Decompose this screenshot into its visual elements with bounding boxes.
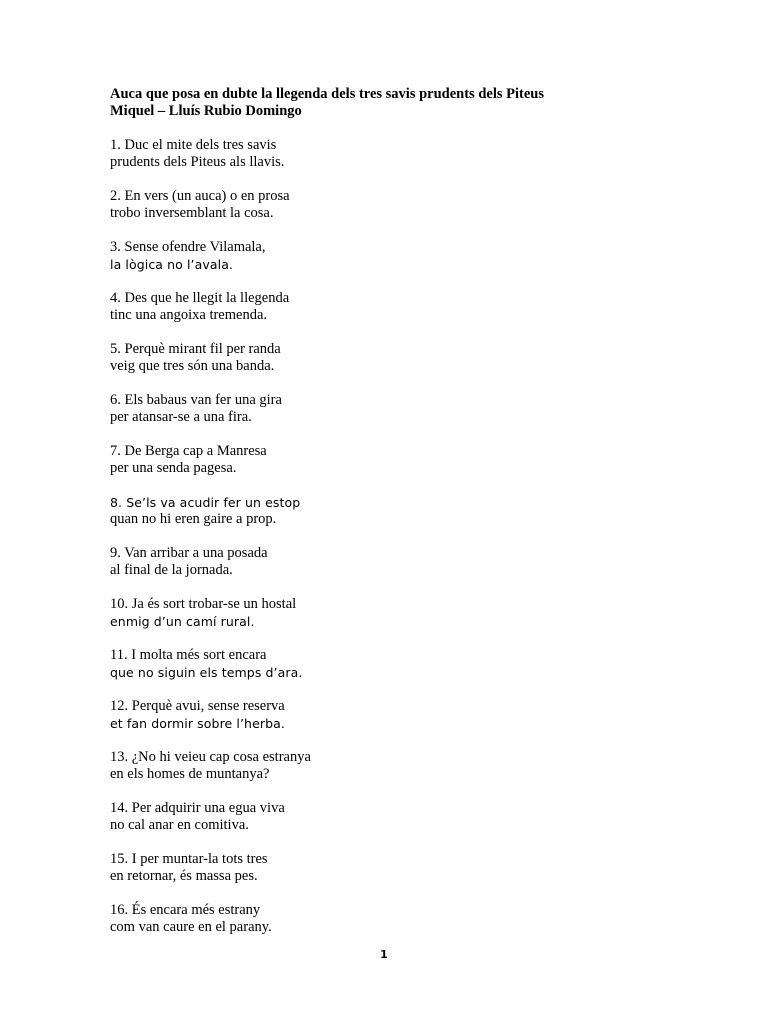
verse-line: 8. Se’ls va acudir fer un estop xyxy=(110,495,301,510)
verse-line: per una senda pagesa. xyxy=(110,460,237,476)
title-line-1: Auca que posa en dubte la llegenda dels tres savis prudents dels Piteus xyxy=(110,86,544,102)
verse-line: et fan dormir sobre l’herba. xyxy=(110,716,285,731)
verse-7 xyxy=(110,443,311,494)
verse-line: no cal anar en comitiva. xyxy=(110,817,249,833)
verse-line: 11. I molta més sort encara xyxy=(110,647,267,663)
verse-1 xyxy=(110,137,311,188)
page-number: 1 xyxy=(380,948,388,961)
verse-line: trobo inversemblant la cosa. xyxy=(110,205,274,221)
verse-12 xyxy=(110,698,311,749)
verse-13 xyxy=(110,749,311,800)
verse-line: en els homes de muntanya? xyxy=(110,766,270,782)
verse-line: 9. Van arribar a una posada xyxy=(110,545,268,561)
verse-line: 16. És encara més estrany xyxy=(110,902,261,918)
verse-14 xyxy=(110,800,311,851)
verse-16 xyxy=(110,902,311,953)
verse-6 xyxy=(110,392,311,443)
title-author: Miquel – Lluís Rubio Domingo xyxy=(110,103,302,119)
verse-line: prudents dels Piteus als llavis. xyxy=(110,154,285,170)
verse-line: enmig d’un camí rural. xyxy=(110,614,255,629)
document-title xyxy=(110,86,544,120)
verse-line: 10. Ja és sort trobar-se un hostal xyxy=(110,596,297,612)
verse-line: 3. Sense ofendre Vilamala, xyxy=(110,239,266,255)
verse-line: 4. Des que he llegit la llegenda xyxy=(110,290,290,306)
verse-line: en retornar, és massa pes. xyxy=(110,868,258,884)
verse-line: quan no hi eren gaire a prop. xyxy=(110,511,277,527)
verse-8 xyxy=(110,494,311,545)
verse-3 xyxy=(110,239,311,290)
verse-10 xyxy=(110,596,311,647)
verse-line: 7. De Berga cap a Manresa xyxy=(110,443,267,459)
verse-11 xyxy=(110,647,311,698)
verse-9 xyxy=(110,545,311,596)
verse-line: la lògica no l’avala. xyxy=(110,257,234,272)
verse-line: per atansar-se a una fira. xyxy=(110,409,252,425)
verse-line: 2. En vers (un auca) o en prosa xyxy=(110,188,290,204)
verse-line: al final de la jornada. xyxy=(110,562,233,578)
verse-line: tinc una angoixa tremenda. xyxy=(110,307,268,323)
verse-line: 15. I per muntar-la tots tres xyxy=(110,851,268,867)
verse-line: 12. Perquè avui, sense reserva xyxy=(110,698,285,714)
verse-line: 6. Els babaus van fer una gira xyxy=(110,392,282,408)
verse-2 xyxy=(110,188,311,239)
verse-line: 1. Duc el mite dels tres savis xyxy=(110,137,277,153)
verse-15 xyxy=(110,851,311,902)
verse-line: que no siguin els temps d’ara. xyxy=(110,665,303,680)
verse-line: veig que tres són una banda. xyxy=(110,358,275,374)
verse-list xyxy=(110,137,311,953)
verse-5 xyxy=(110,341,311,392)
verse-line: 13. ¿No hi veieu cap cosa estranya xyxy=(110,749,311,765)
verse-line: 14. Per adquirir una egua viva xyxy=(110,800,285,816)
verse-4 xyxy=(110,290,311,341)
verse-line: 5. Perquè mirant fil per randa xyxy=(110,341,281,357)
verse-line: com van caure en el parany. xyxy=(110,919,272,935)
